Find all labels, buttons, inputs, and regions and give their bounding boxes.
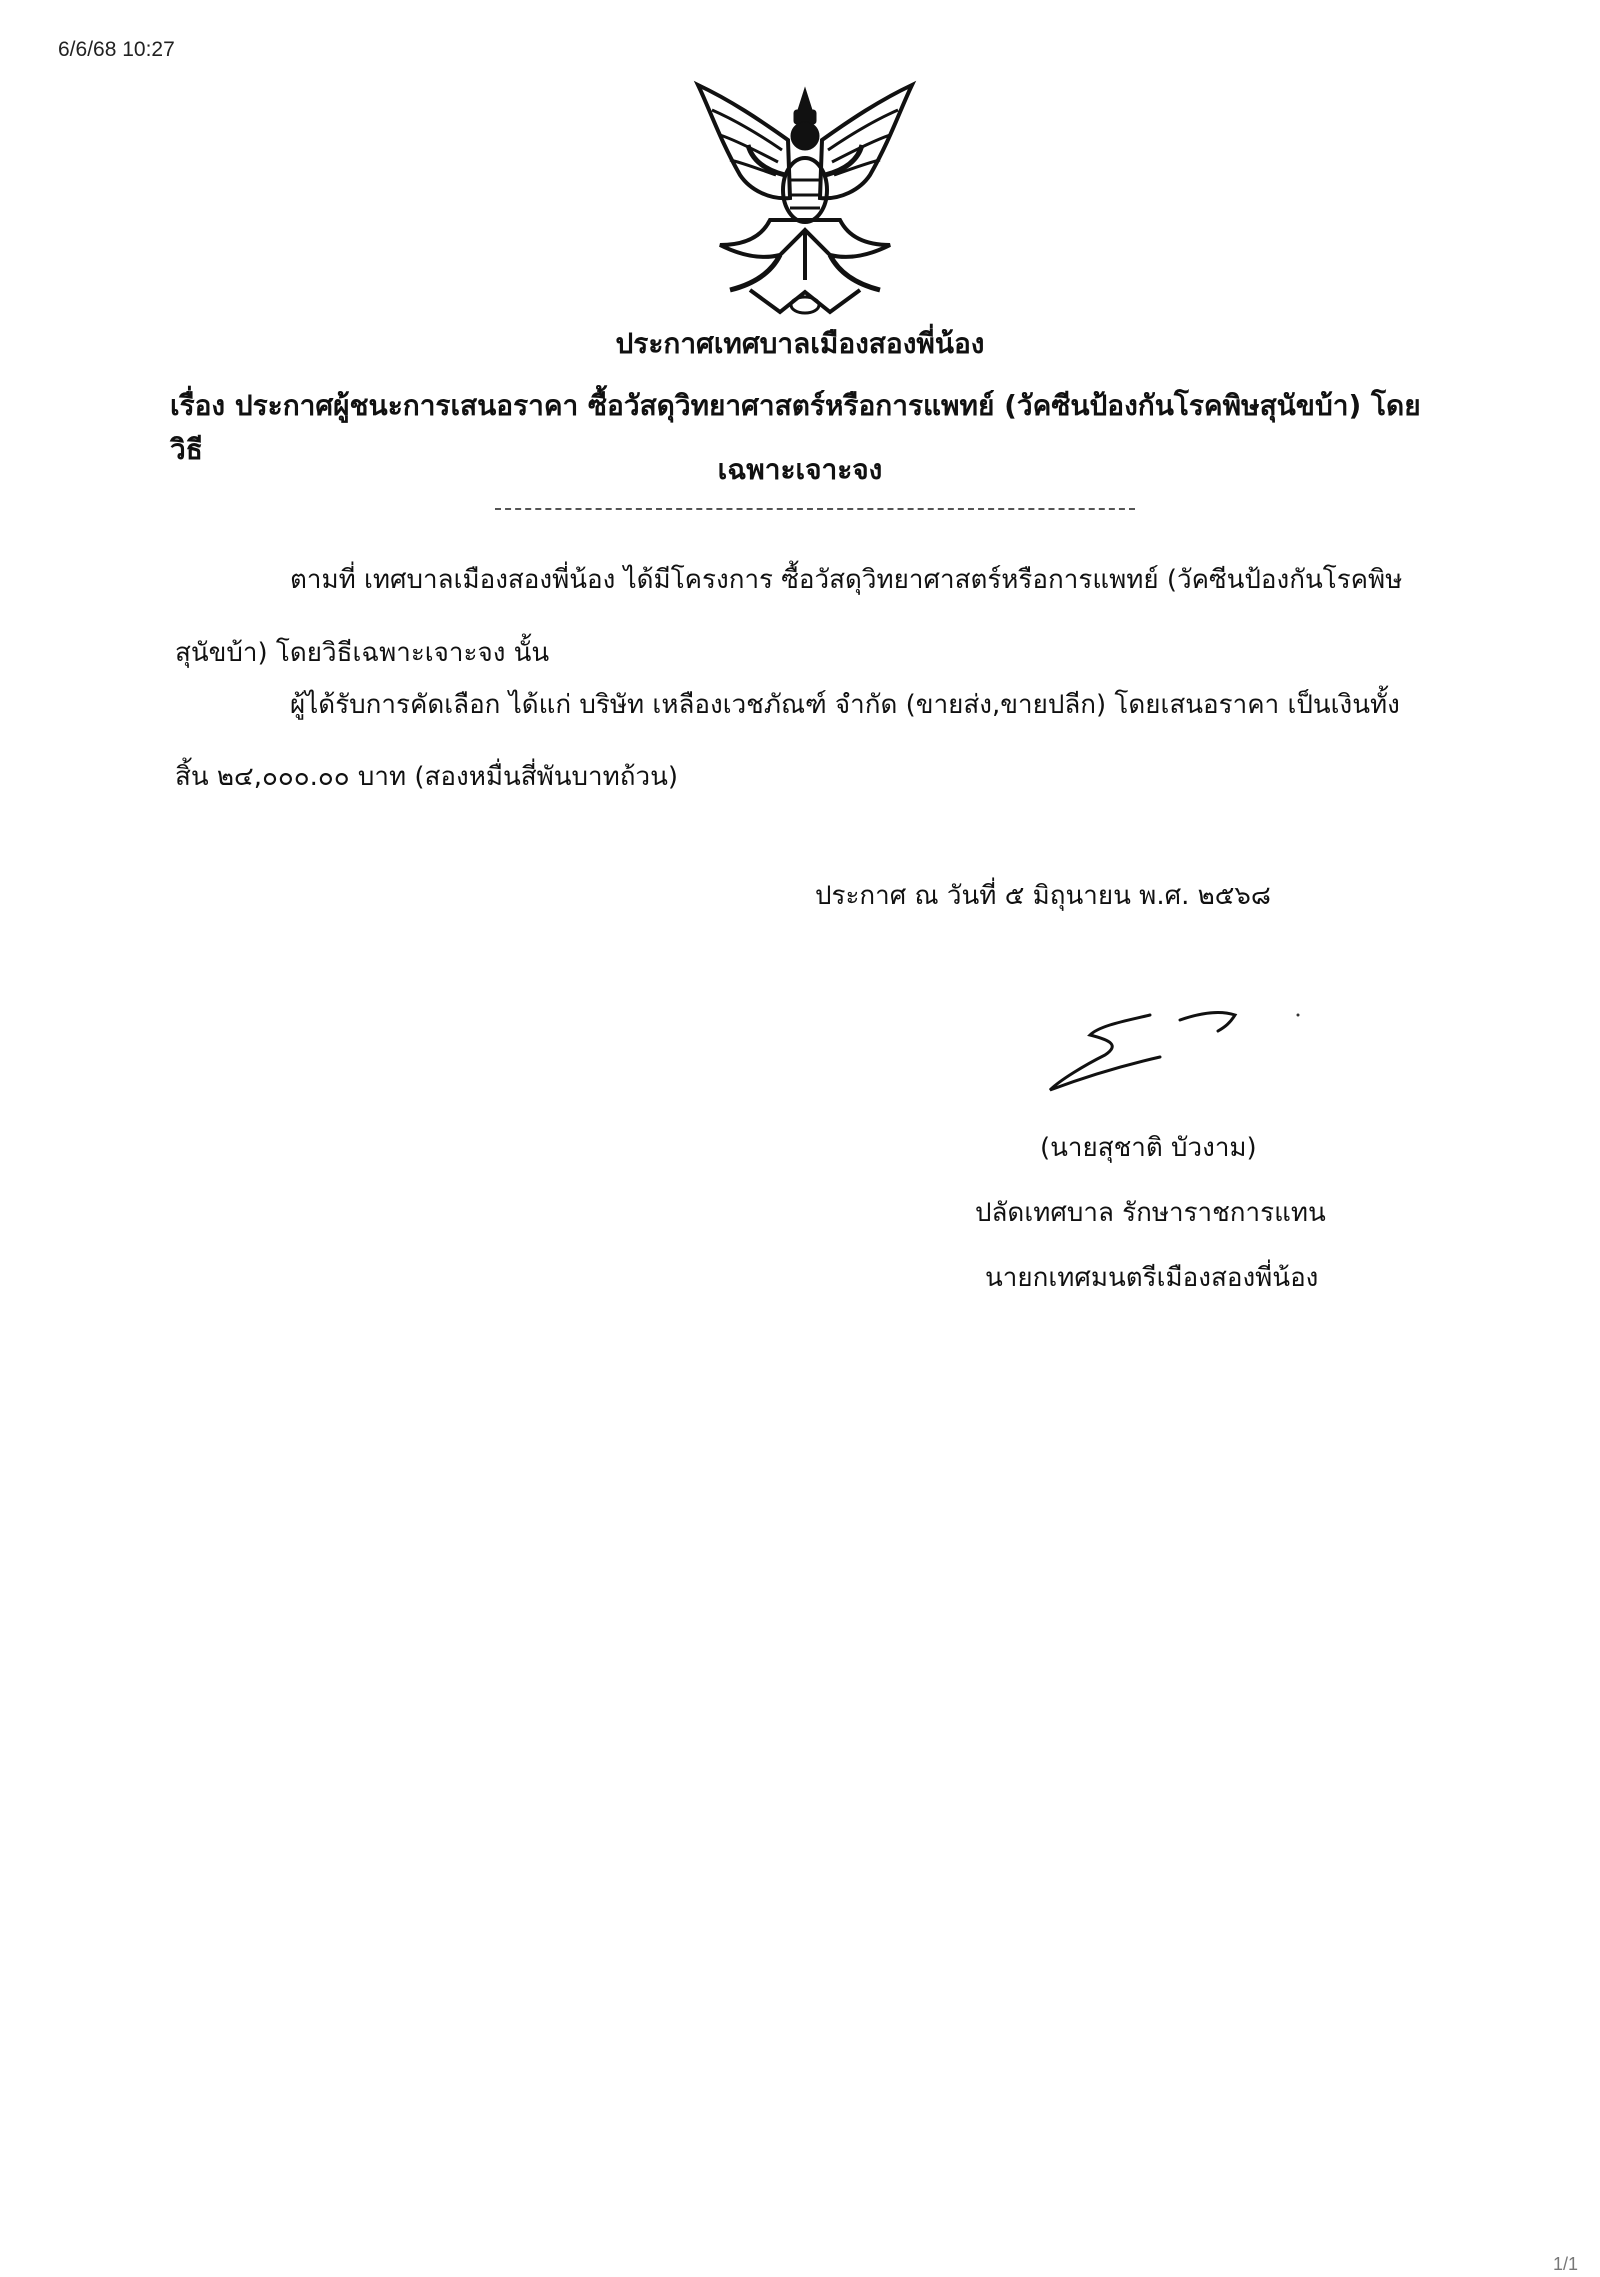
signatory-name: (นายสุชาติ บัวงาม) [1040,1133,1257,1163]
document-subject-line-2: เฉพาะเจาะจง [717,453,883,486]
signatory-position-line-1: ปลัดเทศบาล รักษาราชการแทน [975,1198,1326,1228]
body-paragraph-2-line-2: สิ้น ๒๔,๐๐๐.๐๐ บาท (สองหมื่นสี่พันบาทถ้วน) [175,762,679,792]
body-paragraph-1-line-2: สุนัขบ้า) โดยวิธีเฉพาะเจาะจง นั้น [175,638,550,668]
document-title: ประกาศเทศบาลเมืองสองพี่น้อง [615,327,985,360]
signatory-position-line-2: นายกเทศมนตรีเมืองสองพี่น้อง [985,1263,1319,1293]
document-subject-line-1: เรื่อง ประกาศผู้ชนะการเสนอราคา ซื้อวัสดุวิทยาศาสตร์หรือการแพทย์ (วัคซีนป้องกันโรคพิษสุนัขบ้า) โดยวิธี [170,389,1421,466]
garuda-emblem-icon [690,80,920,320]
print-timestamp: 6/6/68 10:27 [58,38,175,61]
announcement-date: ประกาศ ณ วันที่ ๕ มิถุนายน พ.ศ. ๒๕๖๘ [815,881,1271,911]
body-paragraph-2-line-1: ผู้ได้รับการคัดเลือก ได้แก่ บริษัท เหลืองเวชภัณฑ์ จำกัด (ขายส่ง,ขายปลีก) โดยเสนอราคา เป็นเงินทั้ง [290,690,1400,720]
page-indicator: 1/1 [1552,2254,1578,2274]
dashed-divider [495,508,1135,510]
signature-icon [1030,995,1310,1105]
body-paragraph-1-line-1: ตามที่ เทศบาลเมืองสองพี่น้อง ได้มีโครงการ ซื้อวัสดุวิทยาศาสตร์หรือการแพทย์ (วัคซีนป้องกันโรคพิษ [290,565,1403,595]
